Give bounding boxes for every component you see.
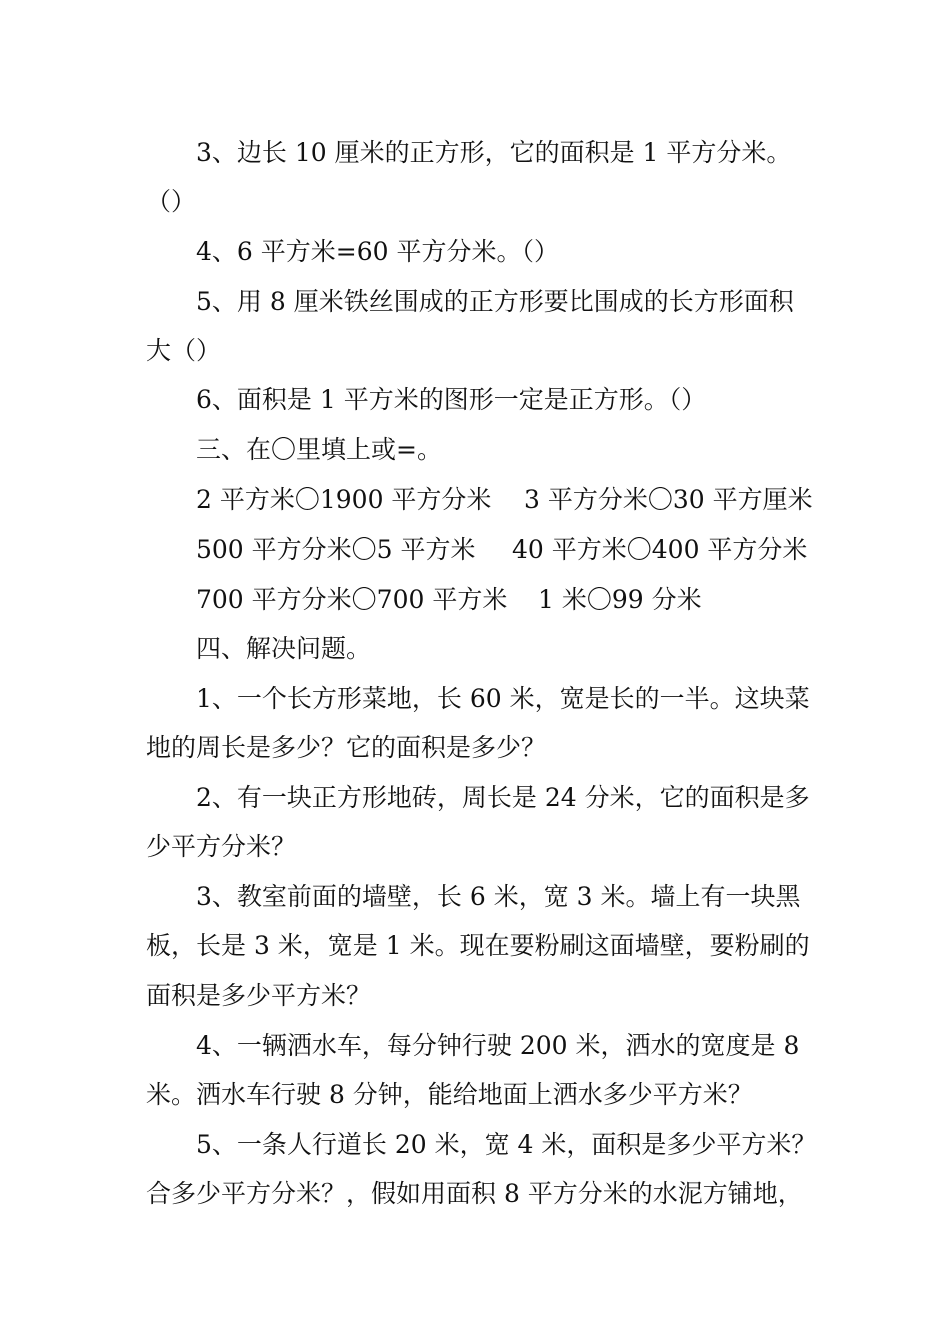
compare-row-1-left: 2 平方米〇1900 平方分米 — [196, 485, 492, 514]
judge-q3-line2: （） — [146, 187, 197, 216]
problem-5-line1: 5、一条人行道长 20 米，宽 4 米，面积是多少平方米？ — [196, 1130, 817, 1159]
compare-row-3-left: 700 平方分米〇700 平方米 — [196, 585, 508, 614]
problem-2-line2: 少平方分米？ — [146, 832, 297, 861]
problem-3-line2: 板，长是 3 米，宽是 1 米。现在要粉刷这面墙壁，要粉刷的 — [146, 931, 810, 960]
compare-heading: 三、在〇里填上或=。 — [196, 435, 442, 464]
problem-1-line1: 1、一个长方形菜地，长 60 米，宽是长的一半。这块菜 — [196, 684, 810, 713]
judge-q3-line1: 3、边长 10 厘米的正方形，它的面积是 1 平方分米。 — [196, 138, 792, 167]
compare-row-3 — [196, 583, 866, 617]
compare-row-1 — [196, 483, 866, 517]
compare-row-3-right: 1 米〇99 分米 — [538, 585, 702, 614]
problem-4-line1: 4、一辆洒水车，每分钟行驶 200 米，洒水的宽度是 8 — [196, 1031, 800, 1060]
judge-q5-line1: 5、用 8 厘米铁丝围成的正方形要比围成的长方形面积 — [196, 287, 794, 316]
compare-row-2-right: 40 平方米〇400 平方分米 — [512, 535, 808, 564]
problem-4-line2: 米。洒水车行驶 8 分钟，能给地面上洒水多少平方米？ — [146, 1080, 753, 1109]
judge-q5-line2: 大（） — [146, 336, 222, 365]
compare-row-2 — [196, 533, 866, 567]
compare-row-1-right: 3 平方分米〇30 平方厘米 — [524, 485, 813, 514]
judge-q6: 6、面积是 1 平方米的图形一定是正方形。（） — [196, 385, 707, 414]
compare-row-2-left: 500 平方分米〇5 平方米 — [196, 535, 476, 564]
problem-3-line1: 3、教室前面的墙壁，长 6 米，宽 3 米。墙上有一块黑 — [196, 882, 801, 911]
problem-1-line2: 地的周长是多少？它的面积是多少？ — [146, 733, 547, 762]
problem-3-line3: 面积是多少平方米？ — [146, 981, 372, 1010]
problem-5-line2: 合多少平方分米？，假如用面积 8 平方分米的水泥方铺地， — [146, 1179, 803, 1208]
problem-2-line1: 2、有一块正方形地砖，周长是 24 分米，它的面积是多 — [196, 783, 810, 812]
problems-heading: 四、解决问题。 — [196, 634, 372, 663]
judge-q4: 4、6 平方米=60 平方分米。（） — [196, 237, 559, 266]
